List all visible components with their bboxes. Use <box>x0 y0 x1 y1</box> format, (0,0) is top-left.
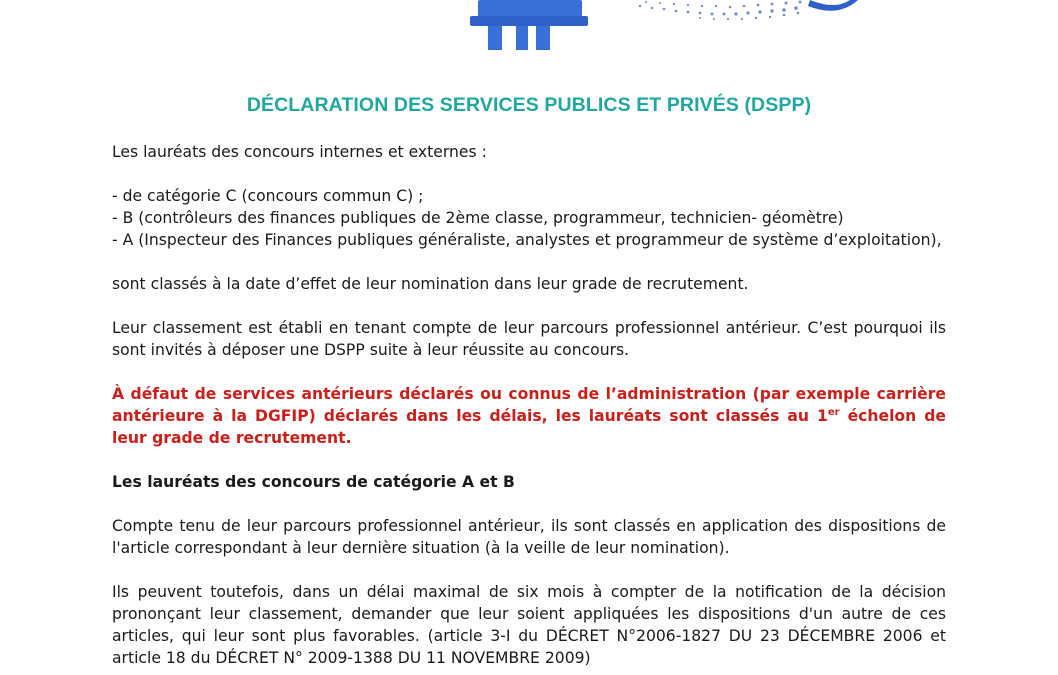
list-item: - A (Inspecteur des Finances publiques généraliste, analystes et programmeur de système d’exploitation), <box>112 231 942 249</box>
header-swoosh-arc-icon <box>808 0 858 11</box>
parcours-paragraph: Leur classement est établi en tenant compte de leur parcours professionnel antérieur. C’est pourquoi ils sont invités à déposer une DSPP suite à leur réussite au concours. <box>112 319 946 359</box>
warning-text: À défaut de services antérieurs déclarés ou connus de l’administration (par exemple carrière antérieure à la DGFIP) déclarés dans les délais, les lauréats sont classés au 1 <box>112 385 946 425</box>
header-graphic <box>0 0 1058 60</box>
classement-paragraph: sont classés à la date d’effet de leur nomination dans leur grade de recrutement. <box>112 275 749 293</box>
header-building-logo-icon <box>470 0 588 50</box>
intro-paragraph: Les lauréats des concours internes et externes : <box>112 143 487 161</box>
header-dotted-swoosh-icon <box>639 1 802 21</box>
ordinal-suffix: er <box>827 406 840 418</box>
ab-classement-paragraph: Compte tenu de leur parcours professionnel antérieur, ils sont classés en application des dispositions de l'article correspondant à leur dernière situation (à la veille de leur nomination). <box>112 517 946 557</box>
list-item: - B (contrôleurs des finances publiques de 2ème classe, programmeur, technicien- géomètre) <box>112 209 844 227</box>
page-title: DÉCLARATION DES SERVICES PUBLICS ET PRIVÉS (DSPP) <box>246 94 812 116</box>
document-body <box>112 141 946 669</box>
section-subheading: Les lauréats des concours de catégorie A et B <box>112 473 515 491</box>
category-list <box>112 185 946 251</box>
option-paragraph: Ils peuvent toutefois, dans un délai maximal de six mois à compter de la notification de la décision prononçant leur classement, demander que leur soient appliquées les dispositions d'un autre de ces articles, qui leur sont plus favorables. (article 3-I du DÉCRET N°2006-1827 DU 23 DÉCEMBRE 2006 et article 18 du DÉCRET N° 2009-1388 DU 11 NOVEMBRE 2009) <box>112 583 946 667</box>
warning-paragraph <box>112 383 946 449</box>
list-item: - de catégorie C (concours commun C) ; <box>112 187 424 205</box>
warning-text-end: échelon de leur grade de recrutement. <box>112 407 946 447</box>
